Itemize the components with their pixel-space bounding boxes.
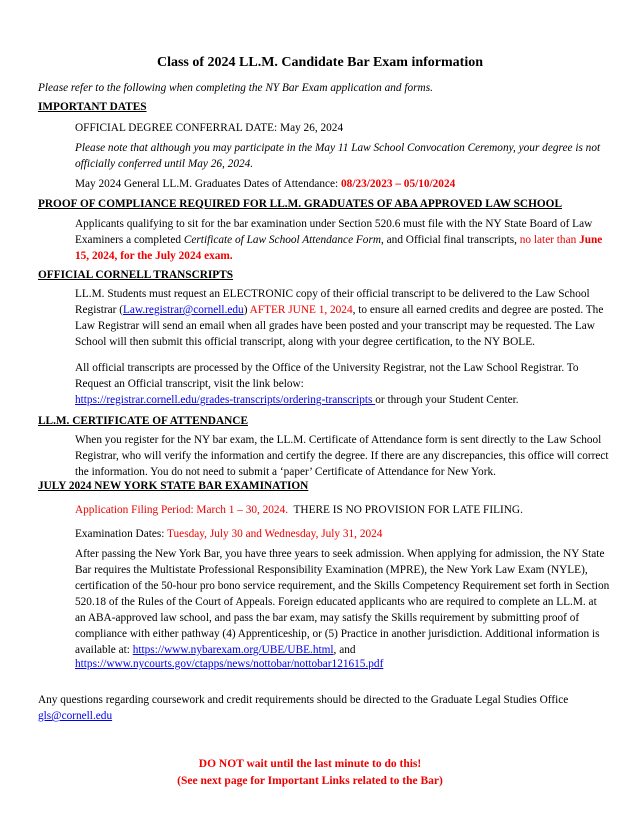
- conferral-date: OFFICIAL DEGREE CONFERRAL DATE: May 26, 2024: [75, 122, 344, 134]
- certificate-text: When you register for the NY bar exam, the LL.M. Certificate of Attendance form is sent directly to the Law School Registrar, who will verify the information and certify the degree. If there are any discrepancies, this office will correct the information. You do not need to submit a ‘paper’ Certificate of Attendance for New York.: [75, 434, 609, 478]
- link1-tail: , and: [333, 644, 356, 656]
- deadline-lead: no later than: [519, 234, 580, 246]
- student-center-text: or through your Student Center.: [375, 394, 519, 406]
- transcripts-p2-text: All official transcripts are processed by the Office of the University Registrar, not the Law School Registrar. To Request an Official transcript, visit the link below:: [75, 362, 579, 390]
- after-june-date: AFTER JUNE 1, 2024: [249, 304, 353, 316]
- attendance-label: May 2024 General LL.M. Graduates Dates of Attendance:: [75, 178, 342, 190]
- compliance-text-1: Applicants qualifying to sit for the bar examination under Section 520.6 must file with the NY State Board of Law Examiners a completed: [75, 218, 593, 246]
- exam-dates: [75, 526, 610, 542]
- transcripts-text-a: LL.M. Students must request an ELECTRONIC copy of their official transcript to be delivered to the Law School Registrar (: [75, 288, 590, 316]
- attendance-dates: [75, 176, 610, 192]
- attendance-form-name: Certificate of Law School Attendance Form: [183, 234, 382, 246]
- late-filing-note: THERE IS NO PROVISION FOR LATE FILING.: [288, 504, 523, 516]
- nybarexam-link[interactable]: https://www.nybarexam.org/UBE/UBE.html: [132, 644, 334, 656]
- important-dates-heading: IMPORTANT DATES: [38, 101, 147, 113]
- ordering-transcripts-link[interactable]: https://registrar.cornell.edu/grades-transcripts/ordering-transcripts: [75, 394, 376, 406]
- nycourts-link-line: [75, 656, 610, 672]
- filing-period: [75, 502, 610, 518]
- nycourts-link[interactable]: https://www.nycourts.gov/ctapps/news/nottobar/nottobar121615.pdf: [75, 658, 384, 670]
- warning-line-2: (See next page for Important Links related to the Bar): [177, 775, 443, 787]
- compliance-deadline: June 15, 2024, for the July 2024 exam.: [75, 234, 603, 262]
- exam-dates-value: Tuesday, July 30 and Wednesday, July 31, 2024: [167, 528, 383, 540]
- law-registrar-email-link[interactable]: Law.registrar@cornell.edu: [123, 304, 244, 316]
- conferral-note: Please note that although you may participate in the May 11 Law School Convocation Ceremony, your degree is not officially conferred until May 26, 2024.: [75, 142, 601, 170]
- questions-text: Any questions regarding coursework and credit requirements should be directed to the Graduate Legal Studies Office: [38, 694, 569, 706]
- transcripts-paragraph-2: [75, 360, 610, 408]
- intro-text: Please refer to the following when completing the NY Bar Exam application and forms.: [38, 82, 433, 94]
- compliance-heading: PROOF OF COMPLIANCE REQUIRED FOR LL.M. GRADUATES OF ABA APPROVED LAW SCHOOL: [38, 198, 562, 210]
- page-title: Class of 2024 LL.M. Candidate Bar Exam information: [156, 55, 484, 70]
- transcripts-paragraph-1: [75, 286, 610, 350]
- filing-period-label: Application Filing Period: March 1 – 30, 2024.: [75, 504, 289, 516]
- questions-paragraph: [38, 692, 608, 724]
- attendance-range: 08/23/2023 – 05/10/2024: [341, 178, 456, 190]
- compliance-text-2: , and Official final transcripts,: [381, 234, 520, 246]
- transcripts-text-c: , to ensure all earned credits and degree are posted. The Law Registrar will send an email when all grades have been posted and your transcript may be requested. The Law School will then submit this official transcript, along with your degree certification, to the NY BOLE.: [75, 304, 604, 348]
- gls-email-link[interactable]: gls@cornell.edu: [38, 710, 113, 722]
- exam-dates-label: Examination Dates:: [75, 528, 168, 540]
- transcripts-text-b: ): [243, 304, 250, 316]
- certificate-heading: LL.M. CERTIFICATE OF ATTENDANCE: [38, 415, 248, 427]
- bar-exam-heading: JULY 2024 NEW YORK STATE BAR EXAMINATION: [38, 480, 309, 492]
- admission-paragraph: [75, 546, 610, 658]
- warning-line-1: DO NOT wait until the last minute to do this!: [198, 758, 422, 770]
- admission-text: After passing the New York Bar, you have three years to seek admission. When applying for admission, the NY State Bar requires the Multistate Professional Responsibility Examination (MPRE), the New York Law Exam (NYLE), certification of the 50-hour pro bono service requirement, and the Skills Competency Requirement set forth in Section 520.18 of the Rules of the Court of Appeals. Foreign educated applicants who are required to complete an LL.M. at an ABA-approved law school, and pass the bar exam, may satisfy the Skills requirement by submitting proof of compliance with either pathway (4) Apprenticeship, or (5) Practice in another jurisdiction. Additional information is available at:: [75, 548, 610, 656]
- compliance-text: [75, 216, 610, 264]
- transcripts-heading: OFFICIAL CORNELL TRANSCRIPTS: [38, 269, 234, 281]
